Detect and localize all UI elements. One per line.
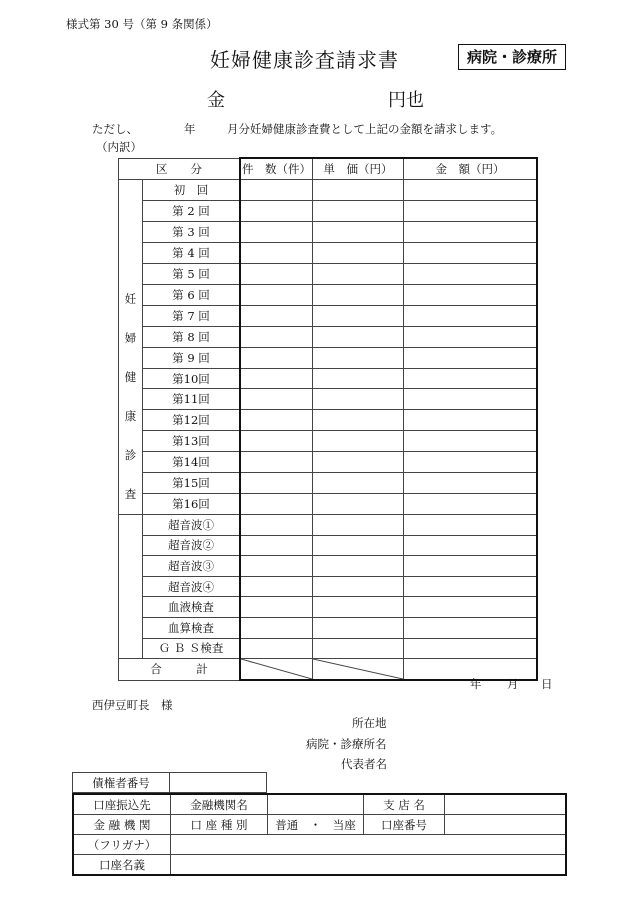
transfer-dest-label: 口座振込先 <box>73 794 171 815</box>
amount-cell[interactable] <box>404 389 538 410</box>
breakdown-label: （内訳） <box>96 140 142 154</box>
vertical-char: 診 <box>124 448 137 462</box>
creditor-number-label: 債権者番号 <box>73 773 170 793</box>
table-row <box>119 535 538 556</box>
amount-cell[interactable] <box>404 180 538 201</box>
furigana-label: （フリガナ） <box>73 835 171 855</box>
row-label: 初 回 <box>143 180 241 201</box>
amount-prefix: 金 <box>207 90 225 111</box>
unit-price-cell[interactable] <box>313 638 404 659</box>
table-row <box>119 326 538 347</box>
unit-price-cell[interactable] <box>313 494 404 515</box>
proviso-month: 月分 <box>227 122 250 136</box>
amount-cell[interactable] <box>404 305 538 326</box>
account-holder-field[interactable] <box>171 855 567 876</box>
amount-cell[interactable] <box>404 452 538 473</box>
count-cell[interactable] <box>240 556 313 577</box>
unit-price-cell[interactable] <box>313 201 404 222</box>
unit-price-cell[interactable] <box>313 431 404 452</box>
unit-price-cell[interactable] <box>313 326 404 347</box>
count-cell[interactable] <box>240 535 313 556</box>
table-row <box>119 284 538 305</box>
vertical-char: 婦 <box>124 331 137 345</box>
table-row <box>119 638 538 659</box>
table-row <box>119 617 538 638</box>
row-label: 第 4 回 <box>143 243 241 264</box>
table-row <box>119 243 538 264</box>
row-label: 第 6 回 <box>143 284 241 305</box>
diagonal-line <box>241 659 312 679</box>
row-label: 第13回 <box>143 431 241 452</box>
date-year: 年 <box>470 677 482 691</box>
vertical-category-label <box>119 180 143 515</box>
financial-inst-label: 金 融 機 関 <box>73 815 171 835</box>
amount-cell[interactable] <box>404 264 538 285</box>
account-type-label: 口 座 種 別 <box>171 815 268 835</box>
amount-cell[interactable] <box>404 326 538 347</box>
table-row <box>119 431 538 452</box>
amount-cell[interactable] <box>404 243 538 264</box>
header-category: 区 分 <box>119 158 241 180</box>
count-cell[interactable] <box>240 494 313 515</box>
unit-price-cell[interactable] <box>313 180 404 201</box>
count-cell[interactable] <box>240 576 313 597</box>
facility-type-badge: 病院・診療所 <box>458 44 566 70</box>
amount-cell[interactable] <box>404 576 538 597</box>
amount-cell[interactable] <box>404 473 538 494</box>
representative-label: 代表者名 <box>341 757 387 771</box>
count-cell[interactable] <box>240 326 313 347</box>
table-row <box>119 305 538 326</box>
row-label: 超音波④ <box>143 576 241 597</box>
proviso-label: ただし、 <box>92 122 138 136</box>
bank-table <box>72 793 567 876</box>
table-row <box>119 347 538 368</box>
proviso-year: 年 <box>184 122 196 136</box>
count-cell[interactable] <box>240 180 313 201</box>
unit-price-cell[interactable] <box>313 389 404 410</box>
amount-cell[interactable] <box>404 201 538 222</box>
creditor-table <box>72 772 267 793</box>
date-month: 月 <box>507 677 519 691</box>
row-label: 第10回 <box>143 368 241 389</box>
form-number: 様式第 30 号（第 9 条関係） <box>66 17 218 31</box>
total-unit-price-cell <box>313 659 404 681</box>
row-label: 超音波② <box>143 535 241 556</box>
vertical-char: 妊 <box>124 292 137 306</box>
account-number-label: 口座番号 <box>364 815 445 835</box>
unit-price-cell[interactable] <box>313 576 404 597</box>
table-row <box>119 452 538 473</box>
row-label: 第 3 回 <box>143 222 241 243</box>
amount-cell[interactable] <box>404 494 538 515</box>
creditor-number-field[interactable] <box>170 773 267 793</box>
count-cell[interactable] <box>240 222 313 243</box>
table-row <box>119 368 538 389</box>
row-label: 第11回 <box>143 389 241 410</box>
row-label: 第 2 回 <box>143 201 241 222</box>
branch-name-label: 支 店 名 <box>364 794 445 815</box>
account-number-field[interactable] <box>445 815 567 835</box>
count-cell[interactable] <box>240 305 313 326</box>
row-label: 第 5 回 <box>143 264 241 285</box>
vertical-char: 康 <box>124 409 137 423</box>
unit-price-cell[interactable] <box>313 264 404 285</box>
inst-name-field[interactable] <box>268 794 364 815</box>
furigana-field[interactable] <box>171 835 567 855</box>
row-label: 血算検査 <box>143 617 241 638</box>
count-cell[interactable] <box>240 617 313 638</box>
amount-cell[interactable] <box>404 347 538 368</box>
count-cell[interactable] <box>240 389 313 410</box>
unit-price-cell[interactable] <box>313 597 404 618</box>
table-row <box>119 515 538 536</box>
count-cell[interactable] <box>240 410 313 431</box>
count-cell[interactable] <box>240 638 313 659</box>
unit-price-cell[interactable] <box>313 452 404 473</box>
amount-cell[interactable] <box>404 431 538 452</box>
unit-price-cell[interactable] <box>313 617 404 638</box>
amount-cell[interactable] <box>404 617 538 638</box>
count-cell[interactable] <box>240 473 313 494</box>
row-label: 超音波③ <box>143 556 241 577</box>
vertical-char: 査 <box>124 487 137 501</box>
unit-price-cell[interactable] <box>313 347 404 368</box>
proviso-text: 妊婦健康診査費として上記の金額を請求します。 <box>250 122 503 136</box>
count-cell[interactable] <box>240 431 313 452</box>
inst-name-label: 金融機関名 <box>171 794 268 815</box>
total-count-cell <box>240 659 313 681</box>
amount-cell[interactable] <box>404 638 538 659</box>
unit-price-cell[interactable] <box>313 305 404 326</box>
unit-price-cell[interactable] <box>313 368 404 389</box>
unit-price-cell[interactable] <box>313 410 404 431</box>
amount-cell[interactable] <box>404 410 538 431</box>
count-cell[interactable] <box>240 347 313 368</box>
account-type-options[interactable]: 普通 ・ 当座 <box>268 815 364 835</box>
unit-price-cell[interactable] <box>313 222 404 243</box>
row-label: 第16回 <box>143 494 241 515</box>
count-cell[interactable] <box>240 368 313 389</box>
table-row <box>119 473 538 494</box>
unit-price-cell[interactable] <box>313 556 404 577</box>
hospital-name-label: 病院・診療所名 <box>306 737 387 751</box>
row-label: 第 8 回 <box>143 326 241 347</box>
count-cell[interactable] <box>240 452 313 473</box>
amount-cell[interactable] <box>404 556 538 577</box>
table-row <box>119 201 538 222</box>
count-cell[interactable] <box>240 597 313 618</box>
header-amount: 金 額（円） <box>404 158 538 180</box>
count-cell[interactable] <box>240 201 313 222</box>
table-row <box>119 180 538 201</box>
unit-price-cell[interactable] <box>313 515 404 536</box>
amount-suffix: 円也 <box>388 90 424 111</box>
row-label: 超音波① <box>143 515 241 536</box>
row-label: 第 7 回 <box>143 305 241 326</box>
account-holder-label: 口座名義 <box>73 855 171 876</box>
breakdown-table <box>118 157 538 681</box>
row-label: 第15回 <box>143 473 241 494</box>
count-cell[interactable] <box>240 243 313 264</box>
table-row <box>119 410 538 431</box>
table-row <box>119 576 538 597</box>
table-row <box>119 222 538 243</box>
row-label: 第12回 <box>143 410 241 431</box>
unit-price-cell[interactable] <box>313 473 404 494</box>
row-label: 血液検査 <box>143 597 241 618</box>
branch-name-field[interactable] <box>445 794 567 815</box>
count-cell[interactable] <box>240 284 313 305</box>
table-row <box>119 597 538 618</box>
address-label: 所在地 <box>352 716 387 730</box>
header-unit-price: 単 価（円） <box>313 158 404 180</box>
amount-cell[interactable] <box>404 597 538 618</box>
table-row <box>119 494 538 515</box>
date-day: 日 <box>541 677 553 691</box>
header-count: 件 数（件） <box>240 158 313 180</box>
amount-cell[interactable] <box>404 284 538 305</box>
vertical-char: 健 <box>124 370 137 384</box>
diagonal-line <box>313 659 403 679</box>
amount-cell[interactable] <box>404 515 538 536</box>
count-cell[interactable] <box>240 515 313 536</box>
unit-price-cell[interactable] <box>313 535 404 556</box>
row-label: 第14回 <box>143 452 241 473</box>
amount-cell[interactable] <box>404 535 538 556</box>
count-cell[interactable] <box>240 264 313 285</box>
document-title: 妊婦健康診査請求書 <box>210 48 399 72</box>
unit-price-cell[interactable] <box>313 284 404 305</box>
row-label: Ｇ Ｂ Ｓ検査 <box>143 638 241 659</box>
unit-price-cell[interactable] <box>313 243 404 264</box>
amount-cell[interactable] <box>404 222 538 243</box>
table-row <box>119 556 538 577</box>
recipient: 西伊豆町長 様 <box>92 698 173 712</box>
row-label: 第 9 回 <box>143 347 241 368</box>
vertical-category-blank <box>119 515 143 659</box>
amount-cell[interactable] <box>404 368 538 389</box>
table-row <box>119 389 538 410</box>
table-row <box>119 264 538 285</box>
total-label: 合 計 <box>119 659 241 681</box>
